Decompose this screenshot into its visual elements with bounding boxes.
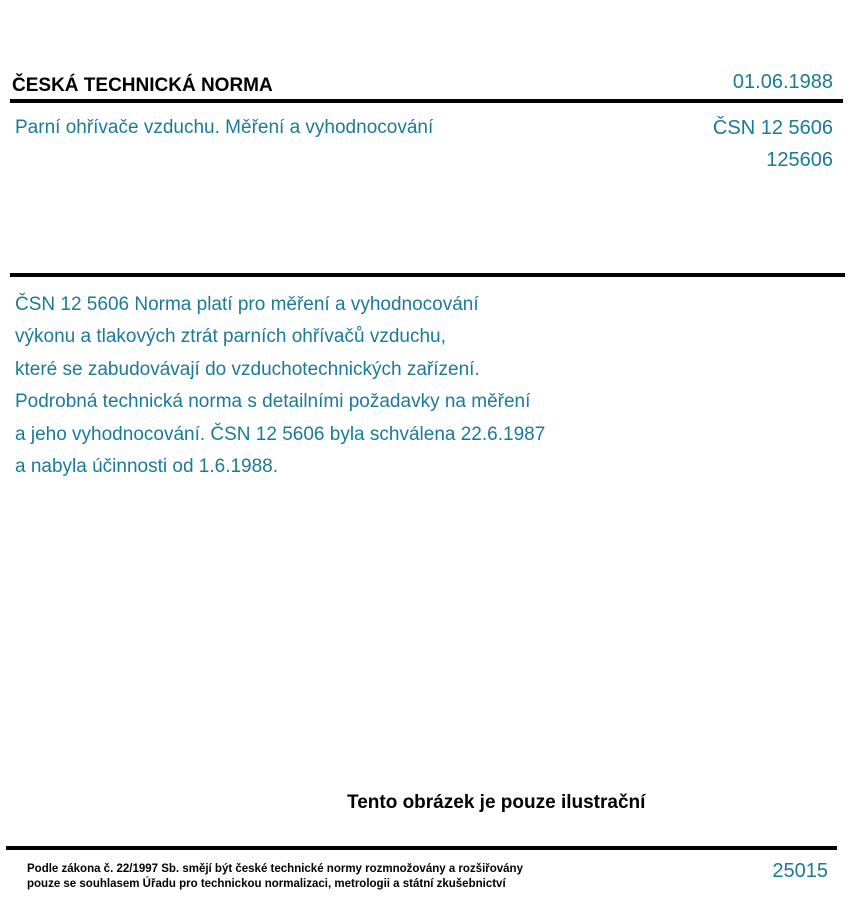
page-title: ČESKÁ TECHNICKÁ NORMA [12, 75, 273, 96]
footer-legal-line: Podle zákona č. 22/1997 Sb. smějí být české technické normy rozmnožovány a rozšiřovány [27, 863, 523, 875]
section-divider [10, 273, 845, 277]
description-line: které se zabudovávají do vzduchotechnických zařízení. [15, 358, 480, 380]
description-line: ČSN 12 5606 Norma platí pro měření a vyhodnocování [15, 294, 479, 315]
description-line: a jeho vyhodnocování. ČSN 12 5606 byla schválena 22.6.1987 [15, 423, 546, 445]
header-divider [10, 99, 843, 103]
footer-legal-notice [27, 862, 523, 892]
footer-legal-line: pouze se souhlasem Úřadu pro technickou normalizaci, metrologii a státní zkušebnictví [27, 878, 506, 890]
description-text [15, 289, 655, 483]
description-line: a nabyla účinnosti od 1.6.1988. [15, 456, 279, 478]
footer-divider [6, 846, 837, 850]
illustration-note: Tento obrázek je pouze ilustrační [347, 792, 646, 813]
effective-date: 01.06.1988 [732, 71, 833, 93]
document-subtitle: Parní ohřívače vzduchu. Měření a vyhodnocování [15, 117, 434, 138]
document-class-number: 125606 [766, 149, 833, 171]
description-line: výkonu a tlakových ztrát parních ohřívačů vzduchu, [15, 326, 446, 348]
footer-number: 25015 [772, 860, 828, 882]
document-code: ČSN 12 5606 [712, 117, 833, 139]
description-line: Podrobná technická norma s detailními požadavky na měření [15, 391, 531, 413]
